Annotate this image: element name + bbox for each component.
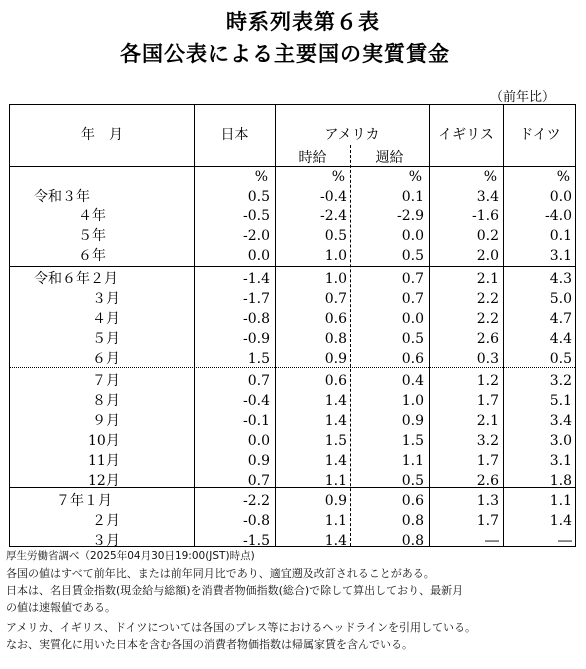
table-cell-uk: 2.1: [476, 271, 499, 287]
table-cell-uk: 2.1: [476, 413, 499, 429]
table-cell-de: 0.1: [549, 228, 572, 244]
table-cell-us_w: 1.1: [401, 453, 424, 469]
header-usa-hourly: 時給: [298, 150, 327, 166]
table-cell-us_h: 0.9: [324, 351, 347, 367]
table-cell-jp: -0.4: [243, 393, 270, 409]
table-cell-uk: 0.3: [476, 351, 499, 367]
table-cell-us_w: 0.8: [401, 533, 424, 549]
table-cell-uk: 2.0: [476, 248, 499, 264]
table-cell-de: 3.0: [549, 433, 572, 449]
table-cell-jp: -2.0: [243, 228, 270, 244]
table-cell-us_h: -2.4: [320, 208, 347, 224]
table-cell-jp: 1.5: [247, 351, 270, 367]
table-cell-us_h: 1.1: [324, 473, 347, 489]
table-cell-us_w: 0.0: [401, 311, 424, 327]
table-cell-uk: 1.7: [476, 513, 499, 529]
table-cell-us_h: 1.0: [324, 248, 347, 264]
table-cell-us_h: 0.7: [324, 291, 347, 307]
table-title-line2: 各国公表による主要国の実質賃金: [120, 42, 450, 66]
table-cell-uk: 1.3: [476, 493, 499, 509]
table-cell-de: 4.4: [549, 331, 572, 347]
row-label: ６年: [78, 248, 106, 264]
table-cell-jp: -0.5: [243, 208, 270, 224]
table-cell-us_w: 0.7: [401, 271, 424, 287]
table-cell-jp: -2.2: [243, 493, 270, 509]
table-cell-us_w: 0.1: [401, 189, 424, 205]
table-cell-us_h: 0.6: [324, 311, 347, 327]
table-cell-jp: -1.7: [243, 291, 270, 307]
table-title-line1: 時系列表第６表: [226, 10, 380, 34]
table-cell-us_h: 1.1: [324, 513, 347, 529]
table-cell-us_h: 1.4: [324, 413, 347, 429]
table-cell-us_h: 1.5: [324, 433, 347, 449]
table-cell-de: 0.5: [549, 351, 572, 367]
row-label: 11月: [88, 453, 120, 469]
table-cell-uk: 0.2: [476, 228, 499, 244]
table-cell-uk: 3.2: [476, 433, 499, 449]
table-cell-us_w: -2.9: [397, 208, 424, 224]
footnote: 日本は、名目賃金指数(現金給与総額)を消費者物価指数(総合)で除して算出しており、最新月: [6, 584, 464, 597]
table-cell-de: -4.0: [545, 208, 572, 224]
table-cell-de: 0.0: [549, 189, 572, 205]
table-cell-jp: -0.9: [243, 331, 270, 347]
source-note: 厚生労働省調べ（2025年04月30日19:00(JST)時点): [6, 550, 255, 562]
table-cell-jp: 0.0: [247, 248, 270, 264]
table-cell-uk: 2.2: [476, 311, 499, 327]
table-cell-uk: 2.2: [476, 291, 499, 307]
percent-unit: %: [556, 169, 570, 185]
row-label: 12月: [88, 473, 120, 489]
table-cell-us_w: 0.6: [401, 351, 424, 367]
row-label: ５年: [78, 228, 106, 244]
footnote: の値は速報値である。: [6, 601, 116, 614]
header-usa: アメリカ: [324, 127, 380, 143]
table-cell-us_h: 1.4: [324, 533, 347, 549]
row-label: 令和６年２月: [34, 271, 118, 287]
percent-unit: %: [483, 169, 497, 185]
table-cell-jp: -1.4: [243, 271, 270, 287]
footnote: 各国の値はすべて前年比、または前年同月比であり、適宜遡及改訂されることがある。: [6, 567, 435, 580]
row-label: 10月: [88, 433, 120, 449]
wage-table: [9, 104, 576, 547]
table-cell-us_w: 0.0: [401, 228, 424, 244]
unit-note: （前年比）: [490, 90, 556, 105]
table-cell-uk: -1.6: [472, 208, 499, 224]
table-cell-de: 3.4: [549, 413, 572, 429]
table-cell-uk: 2.6: [476, 331, 499, 347]
table-cell-us_h: 0.9: [324, 493, 347, 509]
header-germany: ドイツ: [519, 127, 561, 143]
table-cell-us_h: 1.4: [324, 453, 347, 469]
table-cell-uk: ―: [485, 533, 499, 549]
table-cell-de: 1.4: [549, 513, 572, 529]
row-label: ５月: [92, 331, 120, 347]
table-cell-de: 1.1: [549, 493, 572, 509]
table-cell-uk: 2.6: [476, 473, 499, 489]
table-cell-jp: -0.1: [243, 413, 270, 429]
table-cell-us_w: 0.5: [401, 473, 424, 489]
header-usa-weekly: 週給: [375, 150, 404, 166]
row-label: ３月: [92, 291, 120, 307]
table-cell-us_w: 0.4: [401, 373, 424, 389]
table-cell-de: ―: [558, 533, 572, 549]
table-cell-us_w: 1.0: [401, 393, 424, 409]
table-cell-jp: -0.8: [243, 513, 270, 529]
footnotes: [6, 548, 582, 653]
section-rule: [10, 266, 575, 267]
table-cell-uk: 1.2: [476, 373, 499, 389]
table-cell-de: 4.7: [549, 311, 572, 327]
table-cell-jp: -0.8: [243, 311, 270, 327]
table-cell-de: 3.1: [549, 453, 572, 469]
row-label: ６月: [92, 351, 120, 367]
percent-unit: %: [254, 169, 268, 185]
table-cell-us_w: 0.6: [401, 493, 424, 509]
table-cell-us_w: 0.7: [401, 291, 424, 307]
table-cell-us_w: 0.5: [401, 248, 424, 264]
table-cell-us_h: 0.6: [324, 373, 347, 389]
table-cell-uk: 1.7: [476, 453, 499, 469]
table-cell-us_h: -0.4: [320, 189, 347, 205]
table-cell-de: 3.2: [549, 373, 572, 389]
table-cell-de: 5.0: [549, 291, 572, 307]
table-cell-jp: -1.5: [243, 533, 270, 549]
row-label: ９月: [92, 413, 120, 429]
table-cell-us_w: 0.5: [401, 331, 424, 347]
table-cell-us_w: 0.9: [401, 413, 424, 429]
row-label: ７年１月: [56, 493, 112, 509]
header-japan: 日本: [220, 127, 249, 143]
table-cell-us_h: 0.5: [324, 228, 347, 244]
table-cell-us_w: 0.8: [401, 513, 424, 529]
table-cell-uk: 1.7: [476, 393, 499, 409]
row-label: ４月: [92, 311, 120, 327]
row-label: 令和３年: [34, 189, 90, 205]
row-label: ２月: [92, 513, 120, 529]
table-cell-us_w: 1.5: [401, 433, 424, 449]
header-uk: イギリス: [438, 127, 494, 143]
table-cell-de: 3.1: [549, 248, 572, 264]
table-cell-uk: 3.4: [476, 189, 499, 205]
row-label: ８月: [92, 393, 120, 409]
table-cell-jp: 0.0: [247, 433, 270, 449]
row-label: ７月: [92, 373, 120, 389]
row-label: ４年: [78, 208, 106, 224]
table-cell-de: 5.1: [549, 393, 572, 409]
table-cell-us_h: 0.8: [324, 331, 347, 347]
percent-unit: %: [331, 169, 345, 185]
table-cell-us_h: 1.0: [324, 271, 347, 287]
table-cell-de: 1.8: [549, 473, 572, 489]
table-cell-jp: 0.7: [247, 373, 270, 389]
table-cell-jp: 0.9: [247, 453, 270, 469]
header-period: 年 月: [81, 127, 123, 143]
footnote: なお、実質化に用いた日本を含む各国の消費者物価指数は帰属家賃を含んでいる。: [6, 638, 413, 651]
percent-unit: %: [408, 169, 422, 185]
table-cell-de: 4.3: [549, 271, 572, 287]
table-cell-jp: 0.7: [247, 473, 270, 489]
table-cell-jp: 0.5: [247, 189, 270, 205]
row-label: ３月: [92, 533, 120, 549]
footnote: アメリカ、イギリス、ドイツについては各国のプレス等におけるヘッドラインを引用している。: [6, 621, 477, 634]
table-cell-us_h: 1.4: [324, 393, 347, 409]
